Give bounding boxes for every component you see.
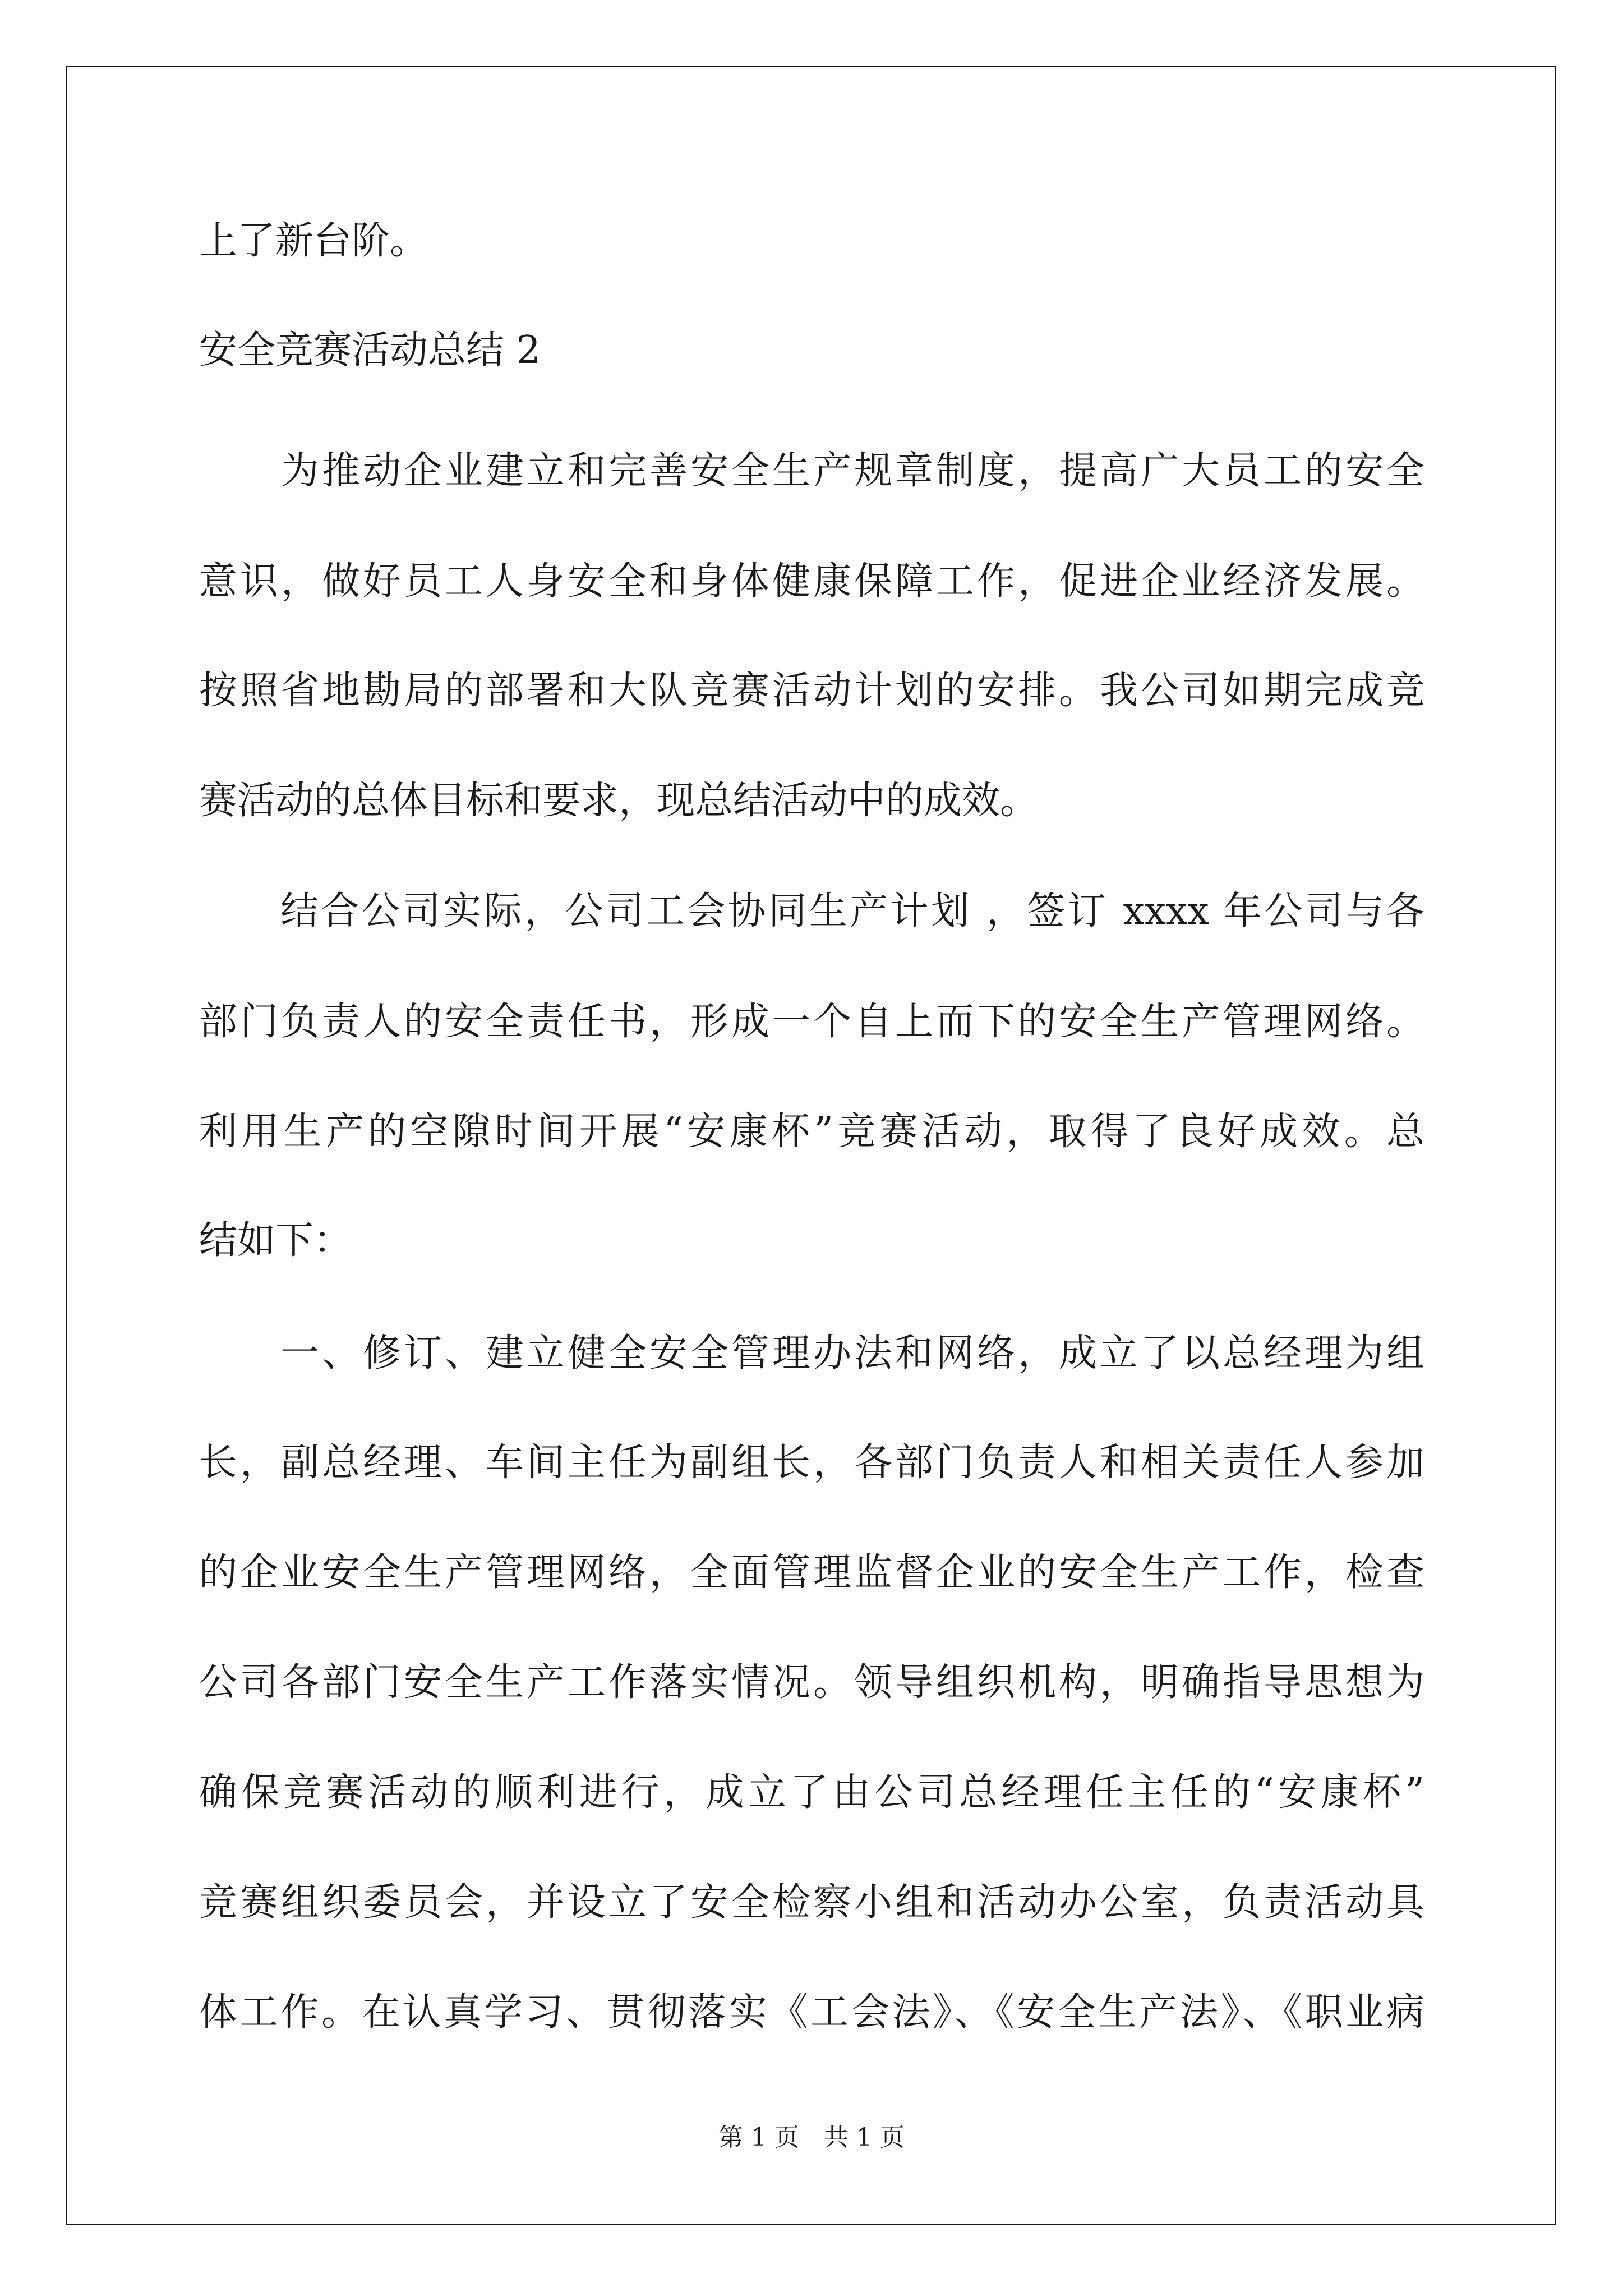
text-line: 赛活动的总体目标和要求，现总结活动中的成效。 [199,779,1039,823]
text-line: 长，副总经理、车间主任为副组长，各部门负责人和相关责任人参加 [199,1441,1424,1485]
page-footer: 第 1 页 共 1 页 [718,2123,905,2152]
text-line: 的企业安全生产管理网络，全面管理监督企业的安全生产工作，检查 [199,1550,1424,1595]
text-line: 确保竞赛活动的顺利进行，成立了由公司总经理任主任的“安康杯” [199,1770,1424,1815]
text-line: 结合公司实际，公司工会协同生产计划 ，签订 xxxx 年公司与各 [199,889,1424,933]
text-line: 意识，做好员工人身安全和身体健康保障工作，促进企业经济发展。 [199,559,1424,604]
text-line: 利用生产的空隙时间开展“安康杯”竞赛活动，取得了良好成效。总 [199,1110,1424,1154]
text-line: 为推动企业建立和完善安全生产规章制度，提高广大员工的安全 [199,449,1424,493]
text-line: 上了新台阶。 [199,219,428,263]
text-line: 体工作。在认真学习、贯彻落实《工会法》、《安全生产法》、《职业病 [199,1990,1424,2035]
text-line: 公司各部门安全生产工作落实情况。领导组织机构，明确指导思想为 [199,1660,1424,1705]
section-heading: 安全竞赛活动总结 2 [199,328,541,372]
text-line: 结如下： [199,1218,352,1263]
text-line: 部门负责人的安全责任书，形成一个自上而下的安全生产管理网络。 [199,1000,1424,1044]
text-line: 按照省地勘局的部署和大队竞赛活动计划的安排。我公司如期完成竞 [199,669,1424,713]
text-line: 竞赛组织委员会，并设立了安全检察小组和活动办公室，负责活动具 [199,1880,1424,1925]
text-line: 一、修订、建立健全安全管理办法和网络，成立了以总经理为组 [199,1331,1424,1375]
